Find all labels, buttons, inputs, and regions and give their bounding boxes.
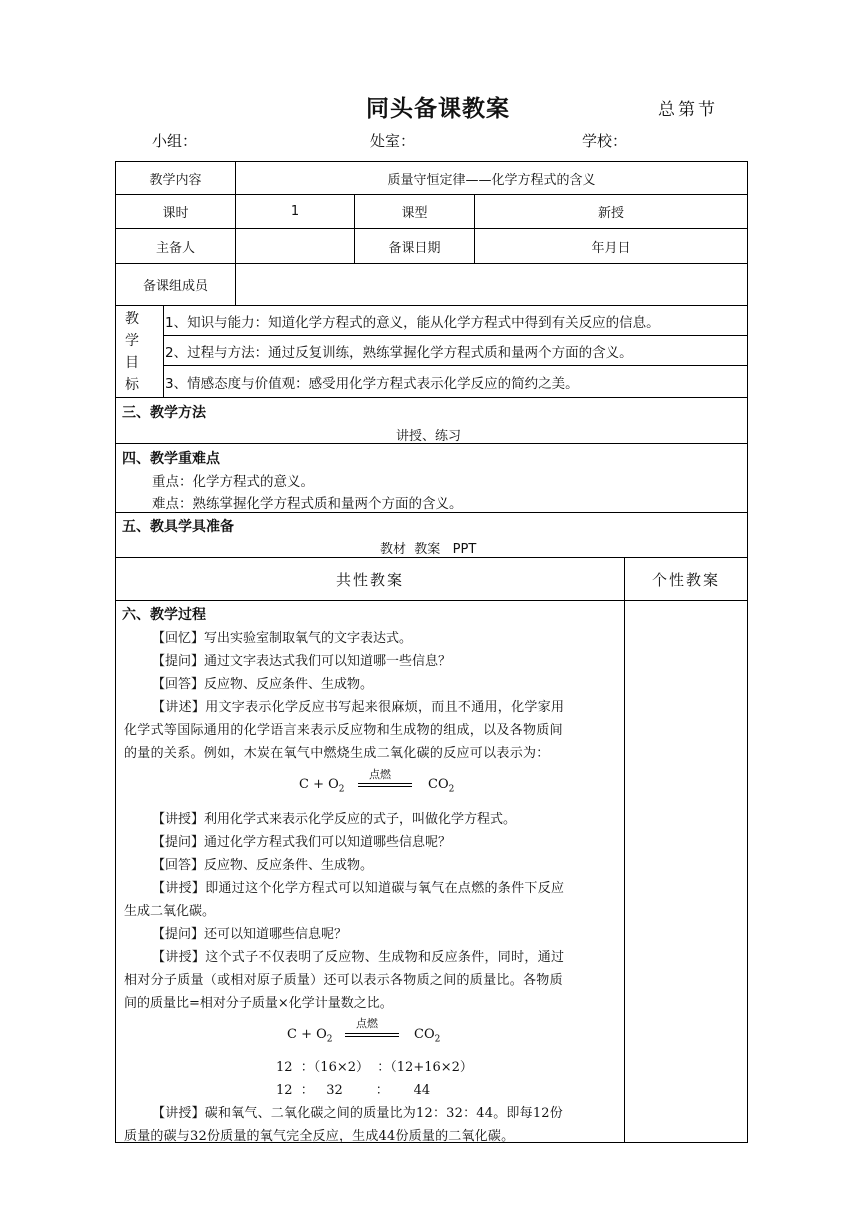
- row-divider: [115, 397, 748, 398]
- period-label: 课时: [162, 206, 189, 221]
- equation-1-condition: 点燃: [369, 768, 391, 781]
- type-label: 课型: [401, 206, 428, 221]
- preparer-value: [236, 229, 354, 263]
- row-divider: [115, 600, 748, 601]
- process-line: 【讲授】利用化学式来表示化学反应的式子，叫做化学方程式。: [152, 812, 517, 827]
- objectives-label-4: 标: [125, 377, 139, 393]
- equation-2-condition: 点燃: [356, 1017, 378, 1030]
- table-right-border: [747, 161, 748, 1143]
- process-line: 【讲授】即通过这个化学方程式可以知道碳与氧气在点燃的条件下反应: [152, 881, 565, 896]
- equation-1-product: [428, 777, 454, 795]
- equation-2-reactants: C + O: [287, 1027, 327, 1042]
- date-label: 备课日期: [388, 240, 441, 256]
- type-value: 新授: [597, 206, 624, 221]
- equation-2-product-subscript: 2: [434, 1034, 441, 1045]
- date-value: 年月日: [591, 240, 631, 256]
- equation-1-reactants: C + O: [299, 777, 339, 792]
- col-divider: [163, 305, 164, 397]
- process-line: 【讲述】用文字表示化学反应书写起来很麻烦，而且不通用，化学家用: [152, 700, 565, 715]
- methods-heading: 三、教学方法: [122, 405, 206, 421]
- common-plan-header: 共性教案: [335, 570, 404, 589]
- difficult-point: 难点：熟练掌握化学方程式质和量两个方面的含义。: [152, 496, 463, 512]
- objective-item: 2、过程与方法：通过反复训练，熟练掌握化学方程式质和量两个方面的含义。: [165, 344, 633, 361]
- tools-value: 教材 教案 PPT: [380, 542, 477, 557]
- row-divider: [115, 512, 748, 513]
- col-divider: [624, 557, 625, 1142]
- key-point: 重点：化学方程式的意义。: [152, 474, 314, 490]
- content-value: 质量守恒定律——化学方程式的含义: [387, 172, 596, 188]
- process-line: 【提问】通过化学方程式我们可以知道哪些信息呢？: [152, 835, 452, 850]
- mass-ratio-values: 12 ： 32 ： 44: [276, 1083, 431, 1098]
- process-line: 【提问】通过文字表达式我们可以知道哪一些信息？: [152, 654, 452, 669]
- equation-2-product-formula: CO: [414, 1027, 435, 1042]
- process-line: 间的质量比=相对分子质量×化学计量数之比。: [124, 996, 393, 1011]
- equation-2-product: [414, 1027, 440, 1045]
- personal-plan-header: 个性教案: [651, 570, 720, 589]
- process-line: 【讲授】碳和氧气、二氧化碳之间的质量比为12：32：44。即每12份: [152, 1106, 563, 1121]
- content-label: 教学内容: [149, 172, 202, 188]
- methods-value: 讲授、练习: [396, 429, 462, 444]
- process-line: 【讲授】这个式子不仅表明了反应物、生成物和反应条件，同时，通过: [152, 950, 565, 965]
- process-line: 的量的关系。例如，木炭在氧气中燃烧生成二氧化碳的反应可以表示为：: [124, 746, 550, 761]
- process-line: 【回忆】写出实验室制取氧气的文字表达式。: [152, 631, 413, 646]
- equation-2: [287, 1027, 333, 1045]
- process-line: 质量的碳与32份质量的氧气完全反应，生成44份质量的二氧化碳。: [124, 1129, 515, 1144]
- key-points-heading: 四、教学重难点: [122, 451, 220, 467]
- preparer-label: 主备人: [155, 240, 195, 256]
- equation-1-product-formula: CO: [428, 777, 449, 792]
- process-heading: 六、教学过程: [122, 607, 206, 623]
- tools-heading: 五、教具学具准备: [122, 519, 234, 535]
- members-value: [236, 264, 747, 305]
- mass-ratio-expression: 12 ：（16×2） ：（12+16×2）: [276, 1060, 473, 1075]
- group-label: 小组：: [152, 132, 198, 150]
- objectives-label-1: 教: [125, 311, 139, 327]
- equation-1: [299, 777, 345, 795]
- objectives-label-2: 学: [125, 333, 139, 349]
- school-label: 学校：: [582, 132, 628, 150]
- process-line: 【回答】反应物、反应条件、生成物。: [152, 858, 374, 873]
- objectives-label-3: 目: [125, 355, 139, 371]
- page-title: 同头备课教案: [366, 96, 510, 122]
- objective-item: 1、知识与能力：知道化学方程式的意义，能从化学方程式中得到有关反应的信息。: [165, 314, 660, 331]
- period-value: 1: [290, 204, 300, 219]
- process-line: 【回答】反应物、反应条件、生成物。: [152, 677, 374, 692]
- equation-1-product-subscript: 2: [448, 784, 455, 795]
- table-left-border: [115, 161, 116, 1143]
- process-line: 相对分子质量（或相对原子质量）还可以表示各物质之间的质量比。各物质: [124, 973, 563, 988]
- process-line: 生成二氧化碳。: [124, 904, 216, 919]
- process-line: 化学式等国际通用的化学语言来表示反应物和生成物的组成，以及各物质间: [124, 723, 563, 738]
- equation-1-subscript: 2: [338, 784, 345, 795]
- equation-1-arrow: [358, 783, 412, 787]
- equation-2-subscript: 2: [326, 1034, 333, 1045]
- process-line: 【提问】还可以知道哪些信息呢？: [152, 927, 348, 942]
- equation-2-arrow: [345, 1033, 399, 1037]
- office-label: 处室：: [370, 132, 416, 150]
- objective-item: 3、情感态度与价值观：感受用化学方程式表示化学反应的简约之美。: [165, 375, 579, 392]
- members-label: 备课组成员: [142, 279, 208, 294]
- section-number: 总第节: [658, 100, 718, 120]
